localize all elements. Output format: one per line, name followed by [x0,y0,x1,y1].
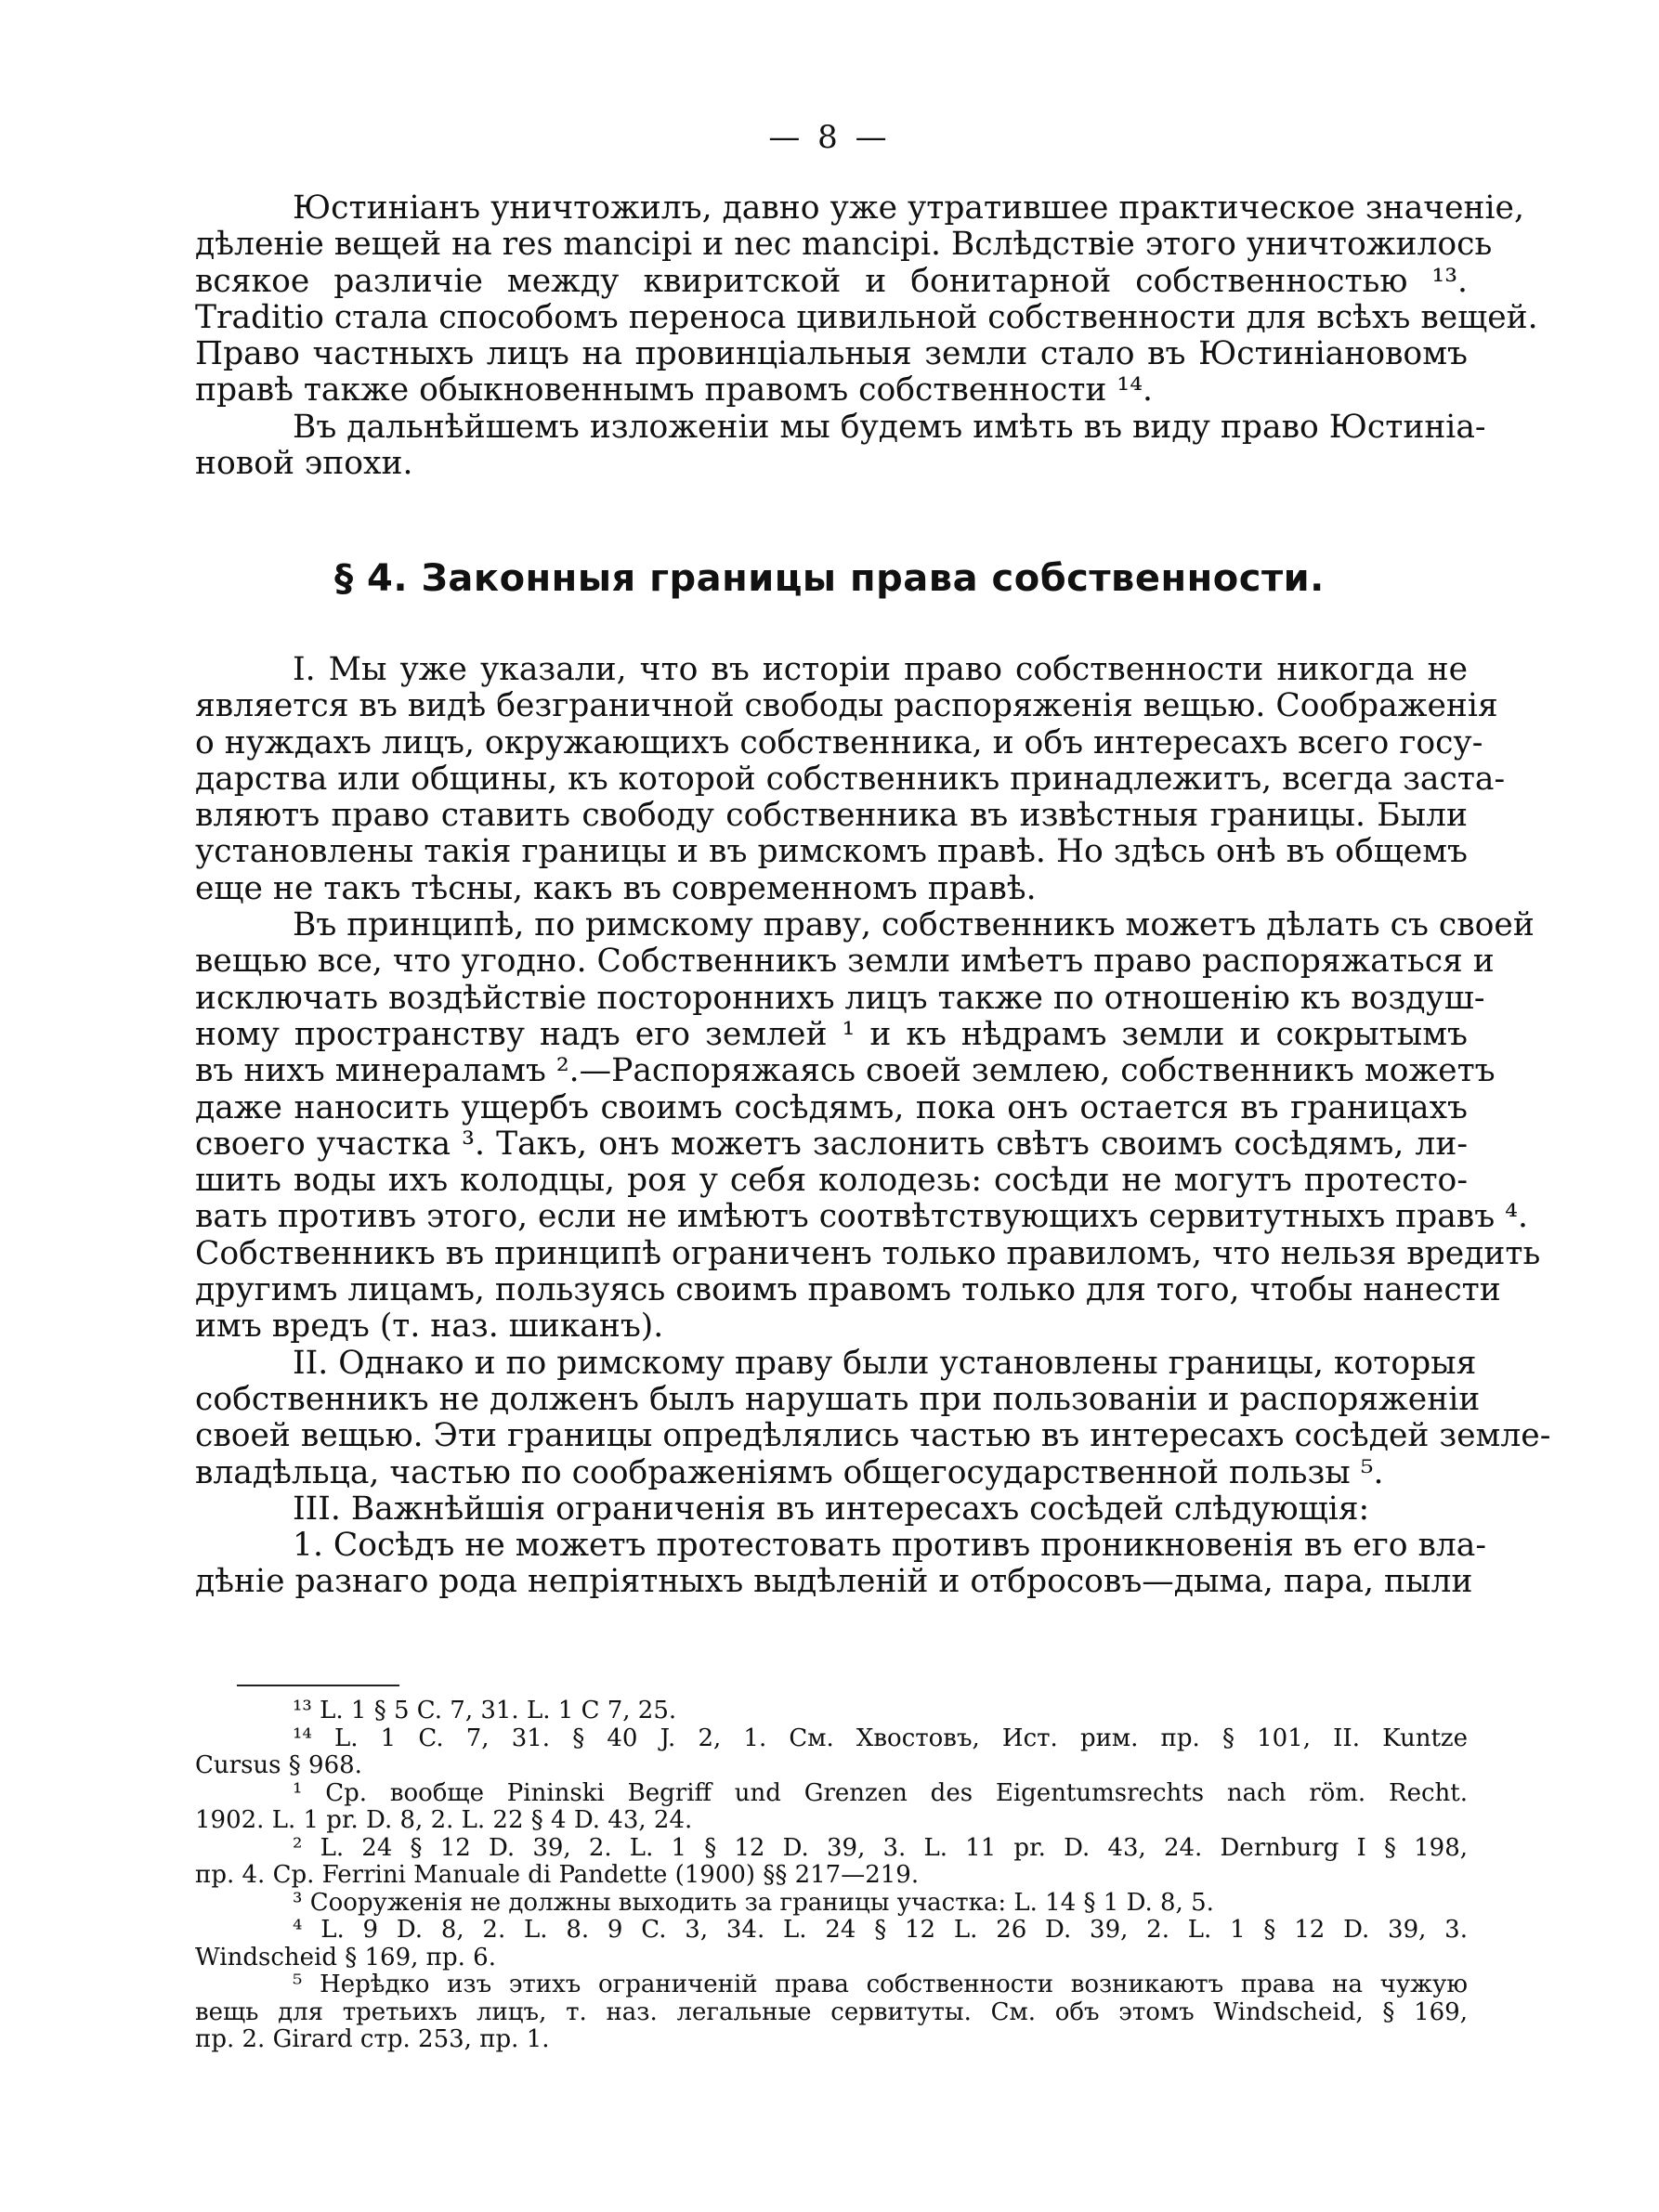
text-line: Traditio стала способомъ переноса цивильной собственности для всѣхъ вещей. [195,298,1538,336]
footnote: ³ Сооруженія не должны выходить за границы участка: L. 14 § 1 D. 8, 5. [293,1888,1214,1917]
footnote-divider [237,1685,399,1686]
text-line: имъ вредъ (т. наз. шиканъ). [195,1308,664,1346]
text-line: III. Важнѣйшія ограниченія въ интересахъ сосѣдей слѣдующія: [293,1490,1370,1528]
footnote-continuation: Windscheid § 169, пр. 6. [195,1943,496,1971]
footnote-continuation: пр. 2. Girard стр. 253, пр. 1. [195,2025,550,2053]
text-line: шить воды ихъ колодцы, роя у себя колодезь: сосѣди не могутъ протесто- [195,1162,1468,1200]
intro-text [195,189,1538,483]
footnote: ⁴ L. 9 D. 8, 2. L. 8. 9 C. 3, 34. L. 24 § 12 L. 26 D. 39, 2. L. 1 § 12 D. 39, 3. [293,1916,1468,1944]
section-paragraph-5 [195,1527,1487,1601]
text-line: собственникъ не долженъ былъ нарушать при пользованіи и распоряженіи [195,1380,1481,1418]
text-line: вать противъ этого, если не имѣютъ соотвѣтствующихъ сервитутныхъ правъ ⁴. [195,1198,1528,1236]
footnote: ¹⁴ L. 1 C. 7, 31. § 40 J. 2, 1. См. Хвостовъ, Ист. рим. пр. § 101, II. Kuntze [293,1724,1468,1752]
text-line: даже наносить ущербъ своимъ сосѣдямъ, пока онъ остается въ границахъ [195,1088,1468,1126]
text-line: Собственникъ въ принципѣ ограниченъ только правиломъ, что нельзя вредить [195,1234,1541,1272]
footnote: ⁵ Нерѣдко изъ этихъ ограниченій права собственности возникаютъ права на чужую [293,1971,1468,1998]
footnote-continuation: вещь для третьихъ лицъ, т. наз. легальные сервитуты. См. объ этомъ Windscheid, § 169, [195,1997,1468,2026]
footnote: ¹³ L. 1 § 5 C. 7, 31. L. 1 C 7, 25. [293,1697,677,1724]
footnote-continuation: Cursus § 968. [195,1751,362,1779]
footnotes [195,1698,1468,2054]
text-line: своего участка ³. Такъ, онъ можетъ заслонить свѣтъ своимъ сосѣдямъ, ли- [195,1125,1468,1163]
text-line: владѣльца, частью по соображеніямъ общегосударственной пользы ⁵. [195,1453,1384,1491]
text-line: въ нихъ минераламъ ².—Распоряжаясь своей землею, собственникъ можетъ [195,1052,1496,1090]
text-line: своей вещью. Эти границы опредѣлялись частью въ интересахъ сосѣдей земле- [195,1417,1551,1455]
text-line: новой эпохи. [195,445,413,483]
footnote-continuation: 1902. L. 1 pr. D. 8, 2. L. 22 § 4 D. 43, 24. [195,1806,693,1834]
page-number: — 8 — [768,119,891,156]
text-line: дарства или общины, къ которой собственникъ принадлежитъ, всегда заста- [195,760,1506,798]
text-line: Юстиніанъ уничтожилъ, давно уже утратившее практическое значеніе, [293,189,1524,227]
text-line: 1. Сосѣдъ не можетъ протестовать противъ проникновенія въ его вла- [293,1527,1487,1565]
text-line: ному пространству надъ его землей ¹ и къ нѣдрамъ земли и сокрытымъ [195,1015,1468,1053]
footnote: ² L. 24 § 12 D. 39, 2. L. 1 § 12 D. 39, 3. L. 11 pr. D. 43, 24. Dernburg I § 198, [293,1833,1468,1862]
section-paragraph-4 [195,1491,1468,1528]
section-heading: § 4. Законныя границы права собственности. [334,557,1325,600]
text-line: о нуждахъ лицъ, окружающихъ собственника, и объ интересахъ всего госу- [195,723,1483,761]
text-line: вещью все, что угодно. Собственникъ земли имѣетъ право распоряжаться и [195,943,1495,981]
section-paragraph-3 [195,1344,1551,1491]
intro-paragraph-1 [195,189,1538,410]
footnote: ¹ Ср. вообще Pininski Begriff und Grenzen des Eigentumsrechts nach röm. Recht. [293,1778,1468,1807]
text-line: дѣніе разнаго рода непріятныхъ выдѣленій и отбросовъ—дыма, пара, пыли [195,1563,1473,1601]
intro-paragraph-2 [195,408,1486,483]
text-line: еще не такъ тѣсны, какъ въ современномъ правѣ. [195,869,1037,907]
text-line: Въ дальнѣйшемъ изложеніи мы будемъ имѣть въ виду право Юстиніа- [293,408,1486,446]
text-line: дѣленіе вещей на res mancipi и nec mancipi. Вслѣдствіе этого уничтожилось [195,226,1493,264]
text-line: исключать воздѣйствіе постороннихъ лицъ также по отношенію къ воздуш- [195,979,1485,1017]
section-paragraph-2 [195,906,1541,1346]
text-line: правѣ также обыкновеннымъ правомъ собственности ¹⁴. [195,371,1154,410]
text-line: I. Мы уже указали, что въ исторіи право собственности никогда не [293,651,1468,688]
text-line: вляютъ право ставить свободу собственника въ извѣстныя границы. Были [195,797,1468,835]
text-line: установлены такія границы и въ римскомъ правѣ. Но здѣсь онѣ въ общемъ [195,833,1468,871]
text-line: другимъ лицамъ, пользуясь своимъ правомъ только для того, чтобы нанести [195,1271,1501,1309]
section-text [195,651,1551,1601]
text-line: всякое различіе между квиритской и бонитарной собственностью ¹³. [195,262,1468,300]
footnote-continuation: пр. 4. Ср. Ferrini Manuale di Pandette (1900) §§ 217—219. [195,1861,920,1889]
text-line: Въ принципѣ, по римскому праву, собственникъ можетъ дѣлать съ своей [293,906,1535,944]
text-line: является въ видѣ безграничной свободы распоряженія вещью. Соображенія [195,687,1498,725]
text-line: II. Однако и по римскому праву были установлены границы, которыя [293,1344,1477,1382]
section-paragraph-1 [195,651,1506,907]
text-line: Право частныхъ лицъ на провинціальныя земли стало въ Юстиніановомъ [195,335,1468,373]
